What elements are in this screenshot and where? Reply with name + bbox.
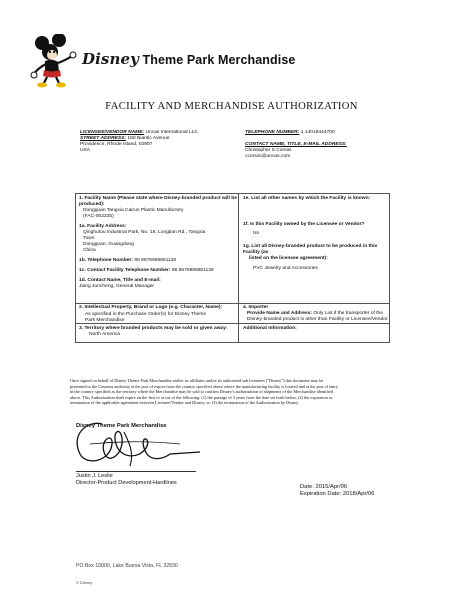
- facility-contact-label: 1d. Contact Name, Title and E-mail:: [79, 278, 161, 283]
- legal-paragraph: [70, 378, 400, 406]
- products-answer: PVC Jewelry and Accessories: [253, 266, 318, 271]
- facility-address-line2: Town: [83, 236, 95, 241]
- territory-value: North America: [89, 332, 120, 337]
- contact-email: ccorsini@uncas.com: [245, 154, 291, 160]
- facility-details-cell: [243, 196, 388, 272]
- legal-line-1: Once signed on behalf of Disney Theme Park Merchandise and/or its affiliates and/or its authorized sub licensees ("Disney") this document may be: [70, 378, 324, 383]
- importer-label: 4. Importer: [243, 305, 269, 310]
- products-label-1: 1g. List all Disney-branded product to be produced in this Facility (as: [243, 244, 378, 255]
- other-names-label: 1e. List all other names by which the Facility is known:: [243, 196, 371, 201]
- footer-address: PO Box 10000, Lake Buena Vista, FL 32830: [76, 563, 178, 569]
- ip-label: 2. Intellectual Property, Brand or Logo (e.g. Character, Name):: [79, 305, 223, 310]
- telephone-number: 1 14019444700: [300, 130, 335, 135]
- facility-contact-phone-label: 1c. Contact Facility Telephone Number:: [79, 268, 171, 273]
- street-address-label: STREET ADDRESS:: [80, 136, 127, 142]
- facility-name: Dongguan Tangxia Cairun Plastic Manufactory: [83, 208, 184, 213]
- facility-name-label: 1. Facility Name (Please state where Disney-branded product will be produced):: [79, 196, 237, 207]
- contact-name: Christopher S Corsini: [245, 148, 292, 154]
- licensee-name-label: LICENSEE/VENDOR NAME:: [80, 130, 145, 135]
- facility-address-line3: Dongguan, Guangdong: [83, 242, 134, 247]
- expiration-date: Expiration Date: 2018/Apr/06: [300, 491, 375, 498]
- handwritten-signature: [50, 414, 210, 476]
- facility-contact: Jiang Juncheng, General Manager: [79, 284, 155, 289]
- licensee-block: [80, 130, 198, 154]
- brand-logo-text: [82, 50, 295, 68]
- signature-line: [76, 471, 196, 472]
- ownership-label: 1f. Is this Facility owned by the Licensee or Vendor?: [243, 222, 365, 227]
- importer-note-line2: Disney-branded product is other than Facility or Licensee/Vendor: [247, 317, 388, 322]
- brand-subtitle: Theme Park Merchandise: [142, 53, 296, 67]
- ip-line1: As specified in the Purchase Order(s) for Disney Theme: [85, 312, 207, 317]
- contact-label: CONTACT NAME, TITLE, E-MAIL ADDRESS:: [245, 142, 347, 148]
- legal-line-5: termination of the applicable agreement between Licensee/Vendor and Disney, or, (3) the termination of the Authorization by Disney.: [70, 400, 300, 406]
- legal-line-3: in the country specified as the territory where the Merchandise may be sold to confirm Disney's authorization of shipments of the Merchandise identified: [70, 389, 334, 395]
- importer-note-line1: Only List if the transporter of the: [313, 311, 383, 316]
- signer-block: [76, 473, 177, 487]
- facility-code: (FAC-002335): [83, 214, 114, 219]
- disney-script-wordmark: Disney: [82, 50, 139, 68]
- street-address: 150 Niantic Avenue: [127, 136, 170, 142]
- facility-phone: 86 8676986851128: [134, 258, 177, 263]
- facility-address-line4: China: [83, 248, 96, 253]
- table-divider: [238, 193, 239, 343]
- contact-block: [245, 130, 347, 160]
- facility-contact-phone: 86 8676986851128: [171, 268, 214, 273]
- legal-line-2: presented to the Customs authority at the port of export from the country specified above where the manufacturing facility is located and at the port of entry: [70, 383, 338, 389]
- importer-cell: [243, 305, 388, 323]
- importer-sub-label: Provide Name and Address:: [247, 311, 313, 316]
- ip-cell: [79, 305, 237, 324]
- licensee-name: Uncas International LLC: [145, 130, 198, 135]
- additional-cell: [243, 326, 388, 332]
- products-label-2: listed on the licensee agreement):: [249, 256, 328, 261]
- facility-address-line1: Qinghutou Industrial Park, No. 18, Longtian Rd., Tangxia: [83, 230, 206, 235]
- signer-title: Director-Product Development-Hardlines: [76, 480, 177, 486]
- additional-label: Additional Information:: [243, 326, 297, 331]
- territory-cell: [79, 326, 237, 338]
- facility-address-label: 1a. Facility Address:: [79, 224, 127, 229]
- facility-cell: [79, 196, 237, 290]
- country-line: USA: [80, 148, 91, 154]
- legal-line-4: above. This Authorization shall expire on the first to occur of the following: (1) the passage of 3 years from the date set forth below, (2) the expiration or: [70, 394, 333, 400]
- signature-org: Disney Theme Park Merchandise: [76, 423, 167, 429]
- row-divider-1: [75, 303, 390, 304]
- dates-block: [300, 484, 374, 498]
- footer-copyright: © Disney: [76, 580, 93, 585]
- document-title: FACILITY AND MERCHANDISE AUTHORIZATION: [105, 101, 358, 112]
- territory-label: 3. Territory where branded products may be sold or given away:: [79, 326, 228, 331]
- mickey-mouse-logo: [28, 34, 78, 88]
- ip-line2: Park Merchandise: [85, 318, 125, 323]
- ownership-answer: No: [253, 231, 260, 236]
- authorization-date: Date: 2015/Apr/06: [300, 484, 348, 490]
- city-line: Providence, Rhode Island, 02907: [80, 142, 153, 148]
- signer-name: Justin J. Leslie: [76, 473, 113, 479]
- telephone-label: TELEPHONE NUMBER:: [245, 130, 300, 135]
- facility-phone-label: 1b. Telephone Number:: [79, 258, 133, 263]
